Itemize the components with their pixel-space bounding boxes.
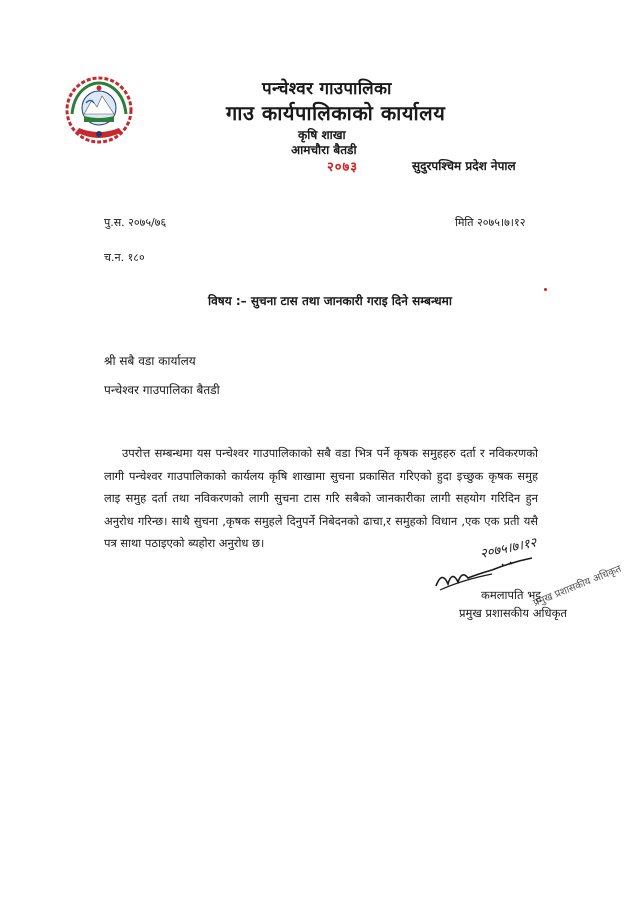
nepal-emblem-icon [64, 74, 134, 144]
branch-name: कृषि शाखा [298, 128, 346, 142]
signatory-title: प्रमुख प्रशासकीय अधिकृत [459, 606, 567, 620]
fiscal-year-ref: पु.स. २०७५/७६ [104, 216, 167, 229]
letter-body: उपरोत्त सम्बन्धमा यस पन्चेश्वर गाउपालिकाको सबै वडा भित्र पर्ने कृषक समुहहरु दर्ता र नविकरणको लागी पन्चेश्वर गाउपालिकाको कार्यलय कृषि शाखामा सुचना प्रकासित गरिएको हुदा इच्छुक कृषक समुह लाइ समुह दर्ता तथा नविकरणको लागी सुचना टास गरि सबैको जानकारीका लागी सहयोग गरिदिन हुन अनुरोध गरिन्छ। साथै सुचना ,कृषक समुहले दिनुपर्ने निबेदनको ढाचा,र समुहको विधान ,एक एक प्रती यसै पत्र साथा पठाइएको ब्यहोरा अनुरोध छ। [104, 446, 538, 550]
municipality-name: पन्चेश्वर गाउपालिका [262, 79, 392, 99]
established-year: २०७३ [327, 160, 359, 175]
recipient-line-1: श्री सबै वडा कार्यालय [104, 354, 196, 368]
office-location: आमचौरा बैतडी [291, 143, 357, 157]
letter-date: मिति २०७५।७।१२ [455, 216, 526, 229]
red-mark [544, 288, 547, 291]
recipient-line-2: पन्चेश्वर गाउपालिका बैतडी [104, 383, 220, 397]
dispatch-number: च.न. १८० [104, 251, 145, 264]
handwritten-date: २०७५।७।१२ [478, 535, 538, 562]
office-name: गाउ कार्यपालिकाको कार्यालय [226, 101, 446, 125]
province-name: सुदुरपश्चिम प्रदेश नेपाल [412, 159, 516, 173]
signatory-name: कमलापति भट्ट [481, 588, 541, 602]
official-stamp-text: प्रमुख प्रशासकीय अधिकृत [531, 563, 624, 610]
letter-subject: विषय :– सुचना टास तथा जानकारी गराइ दिने सम्बन्धमा [208, 294, 452, 308]
